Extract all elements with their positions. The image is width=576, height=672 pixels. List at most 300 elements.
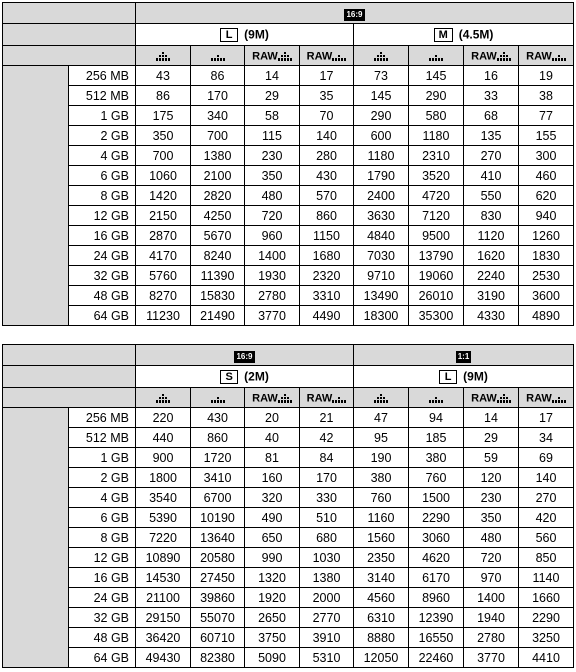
quality-corner-cell xyxy=(3,388,136,408)
picture-count-cell: 620 xyxy=(519,186,574,206)
picture-count-cell: 700 xyxy=(136,146,191,166)
table-row xyxy=(3,508,574,528)
picture-count-cell: 2530 xyxy=(519,266,574,286)
picture-count-cell: 7120 xyxy=(409,206,464,226)
corner-cell xyxy=(3,3,136,24)
picture-count-cell: 21 xyxy=(300,408,354,428)
aspect-ratio-icon: 16:9 xyxy=(346,9,363,19)
picture-count-cell: 1140 xyxy=(519,568,574,588)
picture-count-cell: 1180 xyxy=(354,146,409,166)
picture-count-cell: 14530 xyxy=(136,568,191,588)
quality-header xyxy=(464,388,519,408)
picture-count-cell: 2400 xyxy=(354,186,409,206)
quality-header xyxy=(245,388,300,408)
picture-count-cell: 300 xyxy=(519,146,574,166)
raw-label: RAW xyxy=(526,50,552,63)
picture-count-cell: 490 xyxy=(245,508,300,528)
picture-count-cell: 1260 xyxy=(519,226,574,246)
quality-header xyxy=(354,46,409,66)
quality-fine-icon xyxy=(278,52,292,61)
picture-count-cell: 3140 xyxy=(354,568,409,588)
capacity-label: 8 GB xyxy=(69,186,136,206)
quality-standard-icon xyxy=(552,52,566,61)
picture-count-cell: 510 xyxy=(300,508,354,528)
picture-count-cell: 16550 xyxy=(409,628,464,648)
picture-count-cell: 73 xyxy=(354,66,409,86)
table-row xyxy=(3,66,574,86)
picture-count-cell: 14 xyxy=(464,408,519,428)
picture-count-cell: 5090 xyxy=(245,648,300,668)
picture-count-cell: 5760 xyxy=(136,266,191,286)
picture-count-cell: 36420 xyxy=(136,628,191,648)
picture-count-cell: 19060 xyxy=(409,266,464,286)
quality-fine-icon xyxy=(156,52,170,61)
picture-count-cell: 2310 xyxy=(409,146,464,166)
picture-count-cell: 5310 xyxy=(300,648,354,668)
picture-count-cell: 21490 xyxy=(191,306,245,326)
capacity-label: 32 GB xyxy=(69,608,136,628)
aspect-ratio-icon: 1:1 xyxy=(457,351,470,361)
picture-count-cell: 1720 xyxy=(191,448,245,468)
picture-count-cell: 20580 xyxy=(191,548,245,568)
table-row xyxy=(3,648,574,668)
picture-count-cell: 1920 xyxy=(245,588,300,608)
picture-count-cell: 16 xyxy=(464,66,519,86)
resolution-label: (9M) xyxy=(244,27,269,42)
picture-count-cell: 720 xyxy=(245,206,300,226)
picture-count-cell: 1380 xyxy=(191,146,245,166)
picture-size-icon: M xyxy=(434,28,453,42)
picture-count-cell: 1830 xyxy=(519,246,574,266)
picture-count-cell: 86 xyxy=(191,66,245,86)
picture-count-cell: 410 xyxy=(464,166,519,186)
capacity-label: 32 GB xyxy=(69,266,136,286)
picture-count-cell: 3770 xyxy=(464,648,519,668)
capacity-label: 6 GB xyxy=(69,508,136,528)
picture-count-cell: 4250 xyxy=(191,206,245,226)
picture-count-cell: 10190 xyxy=(191,508,245,528)
picture-count-cell: 3410 xyxy=(191,468,245,488)
picture-count-cell: 760 xyxy=(354,488,409,508)
aspect-header xyxy=(136,345,354,366)
picture-count-cell: 3310 xyxy=(300,286,354,306)
quality-fine-icon xyxy=(497,394,511,403)
picture-count-cell: 2770 xyxy=(300,608,354,628)
resolution-label: (9M) xyxy=(463,369,488,384)
picture-count-cell: 84 xyxy=(300,448,354,468)
table-row xyxy=(3,186,574,206)
picture-count-cell: 2240 xyxy=(464,266,519,286)
picture-count-cell: 560 xyxy=(519,528,574,548)
picture-count-cell: 380 xyxy=(409,448,464,468)
quality-corner-cell xyxy=(3,46,136,66)
picture-count-cell: 4410 xyxy=(519,648,574,668)
quality-header xyxy=(191,388,245,408)
picture-count-cell: 1790 xyxy=(354,166,409,186)
quality-header xyxy=(464,46,519,66)
picture-count-cell: 580 xyxy=(409,106,464,126)
picture-count-cell: 5390 xyxy=(136,508,191,528)
raw-label: RAW xyxy=(471,392,497,405)
picture-count-cell: 22460 xyxy=(409,648,464,668)
quality-header xyxy=(245,46,300,66)
picture-count-cell: 77 xyxy=(519,106,574,126)
raw-label: RAW xyxy=(252,50,278,63)
picture-count-cell: 14 xyxy=(245,66,300,86)
picture-count-cell: 5670 xyxy=(191,226,245,246)
picture-count-cell: 95 xyxy=(354,428,409,448)
picture-count-cell: 26010 xyxy=(409,286,464,306)
table-row xyxy=(3,448,574,468)
picture-count-cell: 12050 xyxy=(354,648,409,668)
picture-count-cell: 850 xyxy=(519,548,574,568)
picture-count-cell: 3600 xyxy=(519,286,574,306)
picture-count-cell: 135 xyxy=(464,126,519,146)
picture-count-cell: 1060 xyxy=(136,166,191,186)
picture-size-header xyxy=(354,24,574,46)
picture-count-cell: 4890 xyxy=(519,306,574,326)
quality-fine-icon xyxy=(278,394,292,403)
picture-count-cell: 9500 xyxy=(409,226,464,246)
picture-count-cell: 145 xyxy=(409,66,464,86)
picture-count-cell: 8240 xyxy=(191,246,245,266)
row-header-spacer xyxy=(3,66,69,326)
picture-count-cell: 1660 xyxy=(519,588,574,608)
picture-count-cell: 190 xyxy=(354,448,409,468)
capacity-label: 4 GB xyxy=(69,146,136,166)
raw-label: RAW xyxy=(306,50,333,63)
picture-count-cell: 94 xyxy=(409,408,464,428)
picture-count-cell: 3910 xyxy=(300,628,354,648)
picture-count-cell: 830 xyxy=(464,206,519,226)
picture-count-cell: 82380 xyxy=(191,648,245,668)
table-row xyxy=(3,306,574,326)
picture-count-cell: 460 xyxy=(519,166,574,186)
picture-count-cell: 900 xyxy=(136,448,191,468)
picture-count-cell: 4720 xyxy=(409,186,464,206)
picture-count-cell: 2870 xyxy=(136,226,191,246)
corner-cell xyxy=(3,345,136,366)
picture-count-cell: 230 xyxy=(245,146,300,166)
picture-count-cell: 21100 xyxy=(136,588,191,608)
picture-count-cell: 1400 xyxy=(464,588,519,608)
picture-count-cell: 42 xyxy=(300,428,354,448)
picture-count-cell: 120 xyxy=(464,468,519,488)
picture-count-cell: 330 xyxy=(300,488,354,508)
picture-count-cell: 1120 xyxy=(464,226,519,246)
picture-size-header xyxy=(136,24,354,46)
picture-count-cell: 2320 xyxy=(300,266,354,286)
quality-fine-icon xyxy=(156,394,170,403)
picture-count-cell: 39860 xyxy=(191,588,245,608)
resolution-label: (4.5M) xyxy=(458,27,494,42)
picture-count-cell: 160 xyxy=(245,468,300,488)
picture-count-cell: 1160 xyxy=(354,508,409,528)
picture-count-cell: 350 xyxy=(245,166,300,186)
picture-count-cell: 155 xyxy=(519,126,574,146)
quality-fine-icon xyxy=(374,52,388,61)
quality-header xyxy=(136,388,191,408)
table-row xyxy=(3,468,574,488)
picture-count-cell: 1560 xyxy=(354,528,409,548)
resolution-label: (2M) xyxy=(244,369,269,384)
picture-count-cell: 20 xyxy=(245,408,300,428)
picture-count-cell: 4490 xyxy=(300,306,354,326)
picture-count-cell: 340 xyxy=(191,106,245,126)
picture-count-cell: 3540 xyxy=(136,488,191,508)
picture-count-cell: 350 xyxy=(136,126,191,146)
picture-count-cell: 1380 xyxy=(300,568,354,588)
picture-count-cell: 35300 xyxy=(409,306,464,326)
picture-count-cell: 47 xyxy=(354,408,409,428)
picture-count-cell: 58 xyxy=(245,106,300,126)
quality-header xyxy=(354,388,409,408)
picture-count-cell: 185 xyxy=(409,428,464,448)
capacity-label: 48 GB xyxy=(69,628,136,648)
picture-count-cell: 8880 xyxy=(354,628,409,648)
picture-count-cell: 430 xyxy=(191,408,245,428)
picture-count-cell: 175 xyxy=(136,106,191,126)
quality-standard-icon xyxy=(211,394,225,403)
picture-count-cell: 270 xyxy=(519,488,574,508)
quality-fine-icon xyxy=(497,52,511,61)
quality-standard-icon xyxy=(429,52,443,61)
capacity-label: 12 GB xyxy=(69,548,136,568)
capacity-label: 1 GB xyxy=(69,448,136,468)
picture-count-cell: 3060 xyxy=(409,528,464,548)
capacity-label: 6 GB xyxy=(69,166,136,186)
picture-count-cell: 6310 xyxy=(354,608,409,628)
table-row xyxy=(3,428,574,448)
quality-standard-icon xyxy=(211,52,225,61)
capacity-label: 16 GB xyxy=(69,568,136,588)
table-row xyxy=(3,126,574,146)
table-row xyxy=(3,146,574,166)
capacity-label: 512 MB xyxy=(69,86,136,106)
quality-standard-icon xyxy=(552,394,566,403)
picture-size-header xyxy=(354,366,574,388)
picture-count-cell: 40 xyxy=(245,428,300,448)
picture-count-cell: 81 xyxy=(245,448,300,468)
picture-count-cell: 3250 xyxy=(519,628,574,648)
picture-count-cell: 600 xyxy=(354,126,409,146)
picture-count-cell: 170 xyxy=(191,86,245,106)
table-row xyxy=(3,246,574,266)
raw-label: RAW xyxy=(306,392,333,405)
picture-count-cell: 43 xyxy=(136,66,191,86)
picture-count-cell: 34 xyxy=(519,428,574,448)
picture-count-cell: 380 xyxy=(354,468,409,488)
capacity-label: 64 GB xyxy=(69,306,136,326)
picture-size-icon: L xyxy=(220,28,238,42)
capacity-label: 256 MB xyxy=(69,66,136,86)
raw-label: RAW xyxy=(252,392,278,405)
picture-count-cell: 29150 xyxy=(136,608,191,628)
aspect-header xyxy=(354,345,574,366)
picture-count-cell: 1180 xyxy=(409,126,464,146)
picture-count-cell: 170 xyxy=(300,468,354,488)
picture-count-cell: 140 xyxy=(300,126,354,146)
table-row xyxy=(3,86,574,106)
picture-count-cell: 2350 xyxy=(354,548,409,568)
picture-count-cell: 270 xyxy=(464,146,519,166)
picture-count-cell: 350 xyxy=(464,508,519,528)
aspect-ratio-icon: 16:9 xyxy=(236,351,253,361)
picture-count-cell: 700 xyxy=(191,126,245,146)
picture-count-cell: 3190 xyxy=(464,286,519,306)
table-row xyxy=(3,226,574,246)
picture-count-cell: 550 xyxy=(464,186,519,206)
picture-count-cell: 680 xyxy=(300,528,354,548)
quality-header xyxy=(300,388,354,408)
capacity-label: 512 MB xyxy=(69,428,136,448)
picture-count-cell: 960 xyxy=(245,226,300,246)
picture-count-cell: 6700 xyxy=(191,488,245,508)
picture-count-cell: 2820 xyxy=(191,186,245,206)
picture-count-cell: 10890 xyxy=(136,548,191,568)
picture-count-cell: 4330 xyxy=(464,306,519,326)
picture-count-cell: 115 xyxy=(245,126,300,146)
picture-count-cell: 1320 xyxy=(245,568,300,588)
picture-count-cell: 1940 xyxy=(464,608,519,628)
picture-count-cell: 12390 xyxy=(409,608,464,628)
picture-count-cell: 1030 xyxy=(300,548,354,568)
quality-header xyxy=(191,46,245,66)
picture-count-cell: 220 xyxy=(136,408,191,428)
picture-count-cell: 440 xyxy=(136,428,191,448)
picture-count-cell: 6170 xyxy=(409,568,464,588)
picture-count-cell: 2780 xyxy=(464,628,519,648)
capacity-label: 4 GB xyxy=(69,488,136,508)
table-row xyxy=(3,608,574,628)
picture-count-cell: 1500 xyxy=(409,488,464,508)
picture-count-cell: 3750 xyxy=(245,628,300,648)
picture-count-cell: 420 xyxy=(519,508,574,528)
picture-count-cell: 19 xyxy=(519,66,574,86)
picture-count-cell: 1800 xyxy=(136,468,191,488)
quality-standard-icon xyxy=(332,394,346,403)
picture-count-cell: 480 xyxy=(464,528,519,548)
quality-header xyxy=(409,388,464,408)
table-row xyxy=(3,106,574,126)
picture-count-cell: 29 xyxy=(245,86,300,106)
picture-count-cell: 990 xyxy=(245,548,300,568)
group-corner-cell xyxy=(3,24,136,46)
picture-count-cell: 15830 xyxy=(191,286,245,306)
picture-count-cell: 4560 xyxy=(354,588,409,608)
picture-count-cell: 60710 xyxy=(191,628,245,648)
quality-header xyxy=(519,388,574,408)
picture-count-cell: 59 xyxy=(464,448,519,468)
aspect-header xyxy=(136,3,574,24)
quality-header xyxy=(519,46,574,66)
table-row xyxy=(3,166,574,186)
capacity-label: 24 GB xyxy=(69,246,136,266)
picture-count-cell: 2780 xyxy=(245,286,300,306)
picture-count-cell: 29 xyxy=(464,428,519,448)
picture-count-cell: 570 xyxy=(300,186,354,206)
picture-count-cell: 2290 xyxy=(409,508,464,528)
picture-count-cell: 17 xyxy=(300,66,354,86)
picture-count-cell: 7220 xyxy=(136,528,191,548)
picture-size-icon: L xyxy=(439,370,457,384)
row-header-spacer xyxy=(3,408,69,668)
picture-count-cell: 68 xyxy=(464,106,519,126)
picture-count-cell: 33 xyxy=(464,86,519,106)
table-row xyxy=(3,528,574,548)
table-row xyxy=(3,588,574,608)
picture-count-cell: 430 xyxy=(300,166,354,186)
capacity-label: 16 GB xyxy=(69,226,136,246)
capacity-label: 1 GB xyxy=(69,106,136,126)
picture-count-cell: 17 xyxy=(519,408,574,428)
picture-count-cell: 86 xyxy=(136,86,191,106)
capacity-label: 2 GB xyxy=(69,468,136,488)
capacity-label: 48 GB xyxy=(69,286,136,306)
picture-count-cell: 2650 xyxy=(245,608,300,628)
picture-count-cell: 320 xyxy=(245,488,300,508)
capacity-label: 64 GB xyxy=(69,648,136,668)
table-row xyxy=(3,408,574,428)
picture-count-cell: 650 xyxy=(245,528,300,548)
quality-fine-icon xyxy=(374,394,388,403)
table-row xyxy=(3,206,574,226)
picture-count-cell: 69 xyxy=(519,448,574,468)
picture-count-cell: 13640 xyxy=(191,528,245,548)
picture-count-cell: 1420 xyxy=(136,186,191,206)
picture-count-cell: 13490 xyxy=(354,286,409,306)
picture-count-cell: 145 xyxy=(354,86,409,106)
picture-count-cell: 18300 xyxy=(354,306,409,326)
table-row xyxy=(3,628,574,648)
table-row xyxy=(3,266,574,286)
table-row xyxy=(3,548,574,568)
picture-count-cell: 2290 xyxy=(519,608,574,628)
picture-count-cell: 2150 xyxy=(136,206,191,226)
picture-count-cell: 8270 xyxy=(136,286,191,306)
picture-count-cell: 3770 xyxy=(245,306,300,326)
picture-count-cell: 1150 xyxy=(300,226,354,246)
picture-count-cell: 2000 xyxy=(300,588,354,608)
group-corner-cell xyxy=(3,366,136,388)
picture-count-cell: 49430 xyxy=(136,648,191,668)
picture-count-cell: 760 xyxy=(409,468,464,488)
picture-count-cell: 230 xyxy=(464,488,519,508)
raw-label: RAW xyxy=(471,50,497,63)
picture-count-cell: 3520 xyxy=(409,166,464,186)
picture-count-cell: 1620 xyxy=(464,246,519,266)
picture-count-cell: 720 xyxy=(464,548,519,568)
capacity-table-16-9-s-1-1-l xyxy=(2,344,574,668)
picture-count-cell: 1400 xyxy=(245,246,300,266)
picture-count-cell: 11390 xyxy=(191,266,245,286)
picture-count-cell: 860 xyxy=(300,206,354,226)
quality-header xyxy=(300,46,354,66)
capacity-label: 2 GB xyxy=(69,126,136,146)
picture-count-cell: 940 xyxy=(519,206,574,226)
picture-count-cell: 3630 xyxy=(354,206,409,226)
picture-count-cell: 11230 xyxy=(136,306,191,326)
table-row xyxy=(3,286,574,306)
picture-count-cell: 1680 xyxy=(300,246,354,266)
quality-header xyxy=(409,46,464,66)
picture-count-cell: 35 xyxy=(300,86,354,106)
picture-size-header xyxy=(136,366,354,388)
picture-size-icon: S xyxy=(220,370,238,384)
picture-count-cell: 280 xyxy=(300,146,354,166)
quality-header xyxy=(136,46,191,66)
picture-count-cell: 4840 xyxy=(354,226,409,246)
